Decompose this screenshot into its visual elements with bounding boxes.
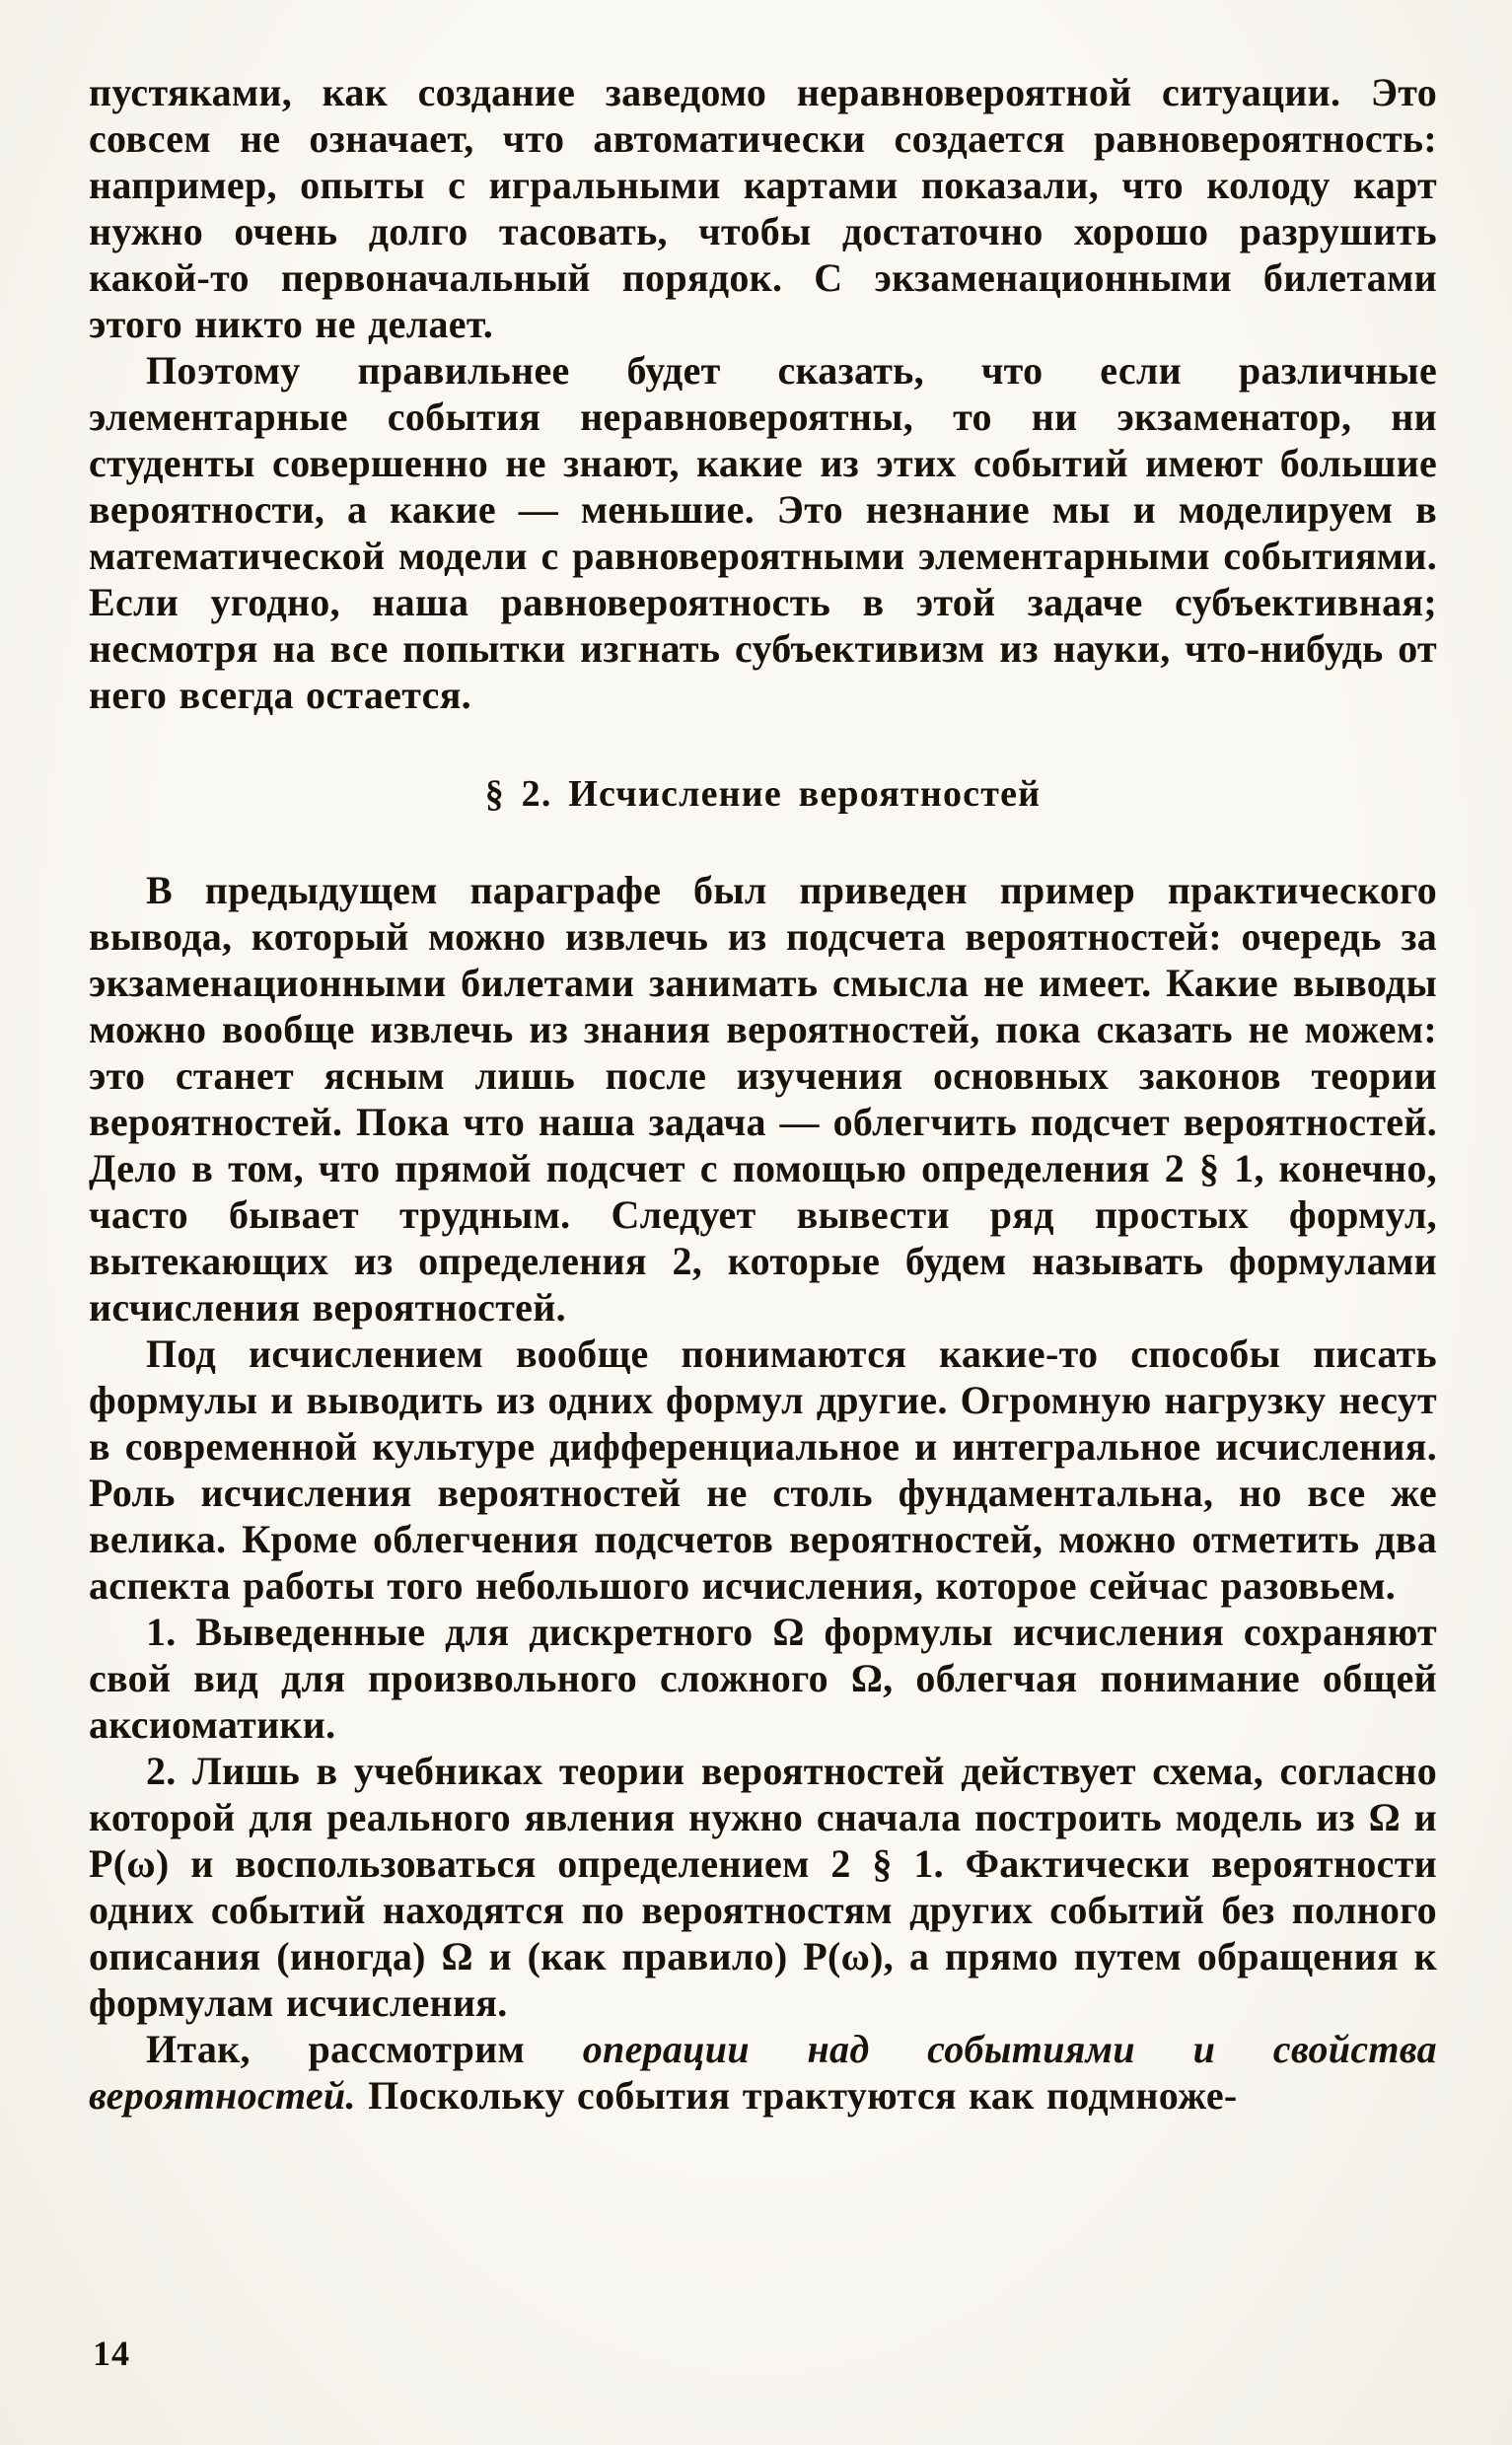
paragraph: В предыдущем параграфе был приведен пример практического вывода, который можно извлечь из подсчета вероятностей: очередь за экзаменационными билетами занимать смысла не имеет. Какие выводы можно вообще извлечь из знания вероятностей, пока сказать не можем: это станет ясным лишь после изучения основных законов теории вероятностей. Пока что наша задача — облегчить подсчет вероятностей. Дело в том, что прямой подсчет с помощью определения 2 § 1, конечно, часто бывает трудным. Следует вывести ряд простых формул, вытекающих из определения 2, которые будем называть формулами исчисления вероятностей. [89, 868, 1437, 1330]
paragraph-numbered-item-2: 2. Лишь в учебниках теории вероятностей действует схема, согласно которой для реального явления нужно сначала построить модель из Ω и P(ω) и воспользоваться определением 2 § 1. Фактически вероятности одних событий находятся по вероятностям других событий без полного описания (иногда) Ω и (как правило) P(ω), а прямо путем обращения к формулам исчисления. [89, 1749, 1437, 2025]
paragraph: Поэтому правильнее будет сказать, что если различные элементарные события неравновероятны, то ни экзаменатор, ни студенты совершенно не знают, какие из этих событий имеют большие вероятности, а какие — меньшие. Это незнание мы и моделируем в математической модели с равновероятными элементарными событиями. Если угодно, наша равновероятность в этой задаче субъективная; несмотря на все попытки изгнать субъективизм из науки, что-нибудь от него всегда остается. [89, 348, 1437, 717]
paragraph-numbered-item-1: 1. Выведенные для дискретного Ω формулы исчисления сохраняют свой вид для произвольного сложного Ω, облегчая понимание общей аксиоматики. [89, 1610, 1437, 1747]
paragraph-final [89, 2026, 1437, 2119]
text-block [89, 69, 1437, 2119]
paragraph: Под исчислением вообще понимаются какие-то способы писать формулы и выводить из одних формул другие. Огромную нагрузку несут в современной культуре дифференциальное и интегральное исчисления. Роль исчисления вероятностей не столь фундаментальна, но все же велика. Кроме облегчения подсчетов вероятностей, можно отметить два аспекта работы того небольшого исчисления, которое сейчас разовьем. [89, 1331, 1437, 1608]
final-paragraph-italic-phrase: операции над событиями и свойства вероятностей. [89, 2027, 1437, 2118]
final-paragraph-lead: Итак, рассмотрим [146, 2027, 583, 2071]
section-heading: § 2. Исчисление вероятностей [484, 773, 1042, 815]
page-number: 14 [93, 2334, 130, 2373]
paragraph-continuation: пустяками, как создание заведомо неравновероятной ситуации. Это совсем не означает, что автоматически создается равновероятность: например, опыты с игральными картами показали, что колоду карт нужно очень долго тасовать, чтобы достаточно хорошо разрушить какой-то первоначальный порядок. С экзаменационными билетами этого никто не делает. [89, 70, 1437, 346]
final-paragraph-tail: Поскольку события трактуются как подмноже- [355, 2073, 1238, 2118]
